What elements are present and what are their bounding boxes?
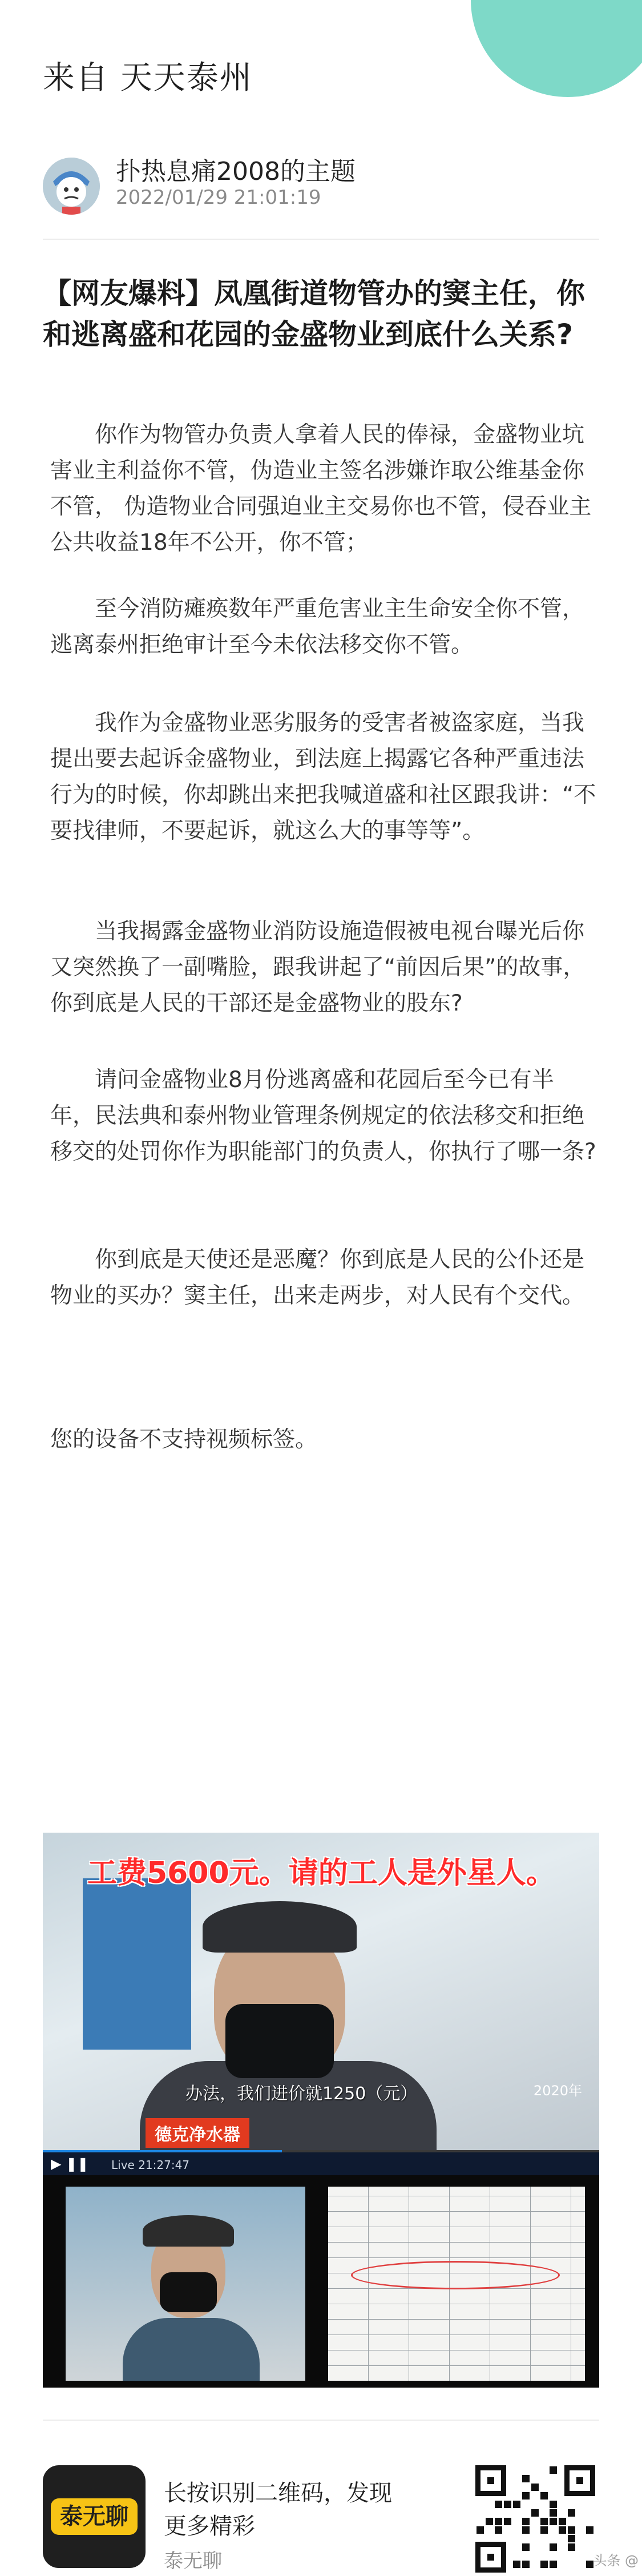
- post-title: 【网友爆料】凤凰街道物管办的窦主任，你和逃离盛和花园的金盛物业到底什么关系?: [43, 277, 585, 351]
- qr-finder: [475, 2542, 506, 2573]
- face-mask: [225, 2004, 334, 2078]
- video-unsupported-notice: 您的设备不支持视频标签。: [50, 1427, 318, 1452]
- divider: [43, 2420, 599, 2421]
- paragraph: 我作为金盛物业恶劣服务的受害者被盗家庭，当我提出要去起诉金盛物业，到法庭上揭露它各种严重违法行为的时候，你却跳出来把我喊道盛和社区跟我讲：“不要找律师，不要起诉，就这么大的事等等”。: [50, 710, 596, 844]
- qr-module: [522, 2526, 530, 2534]
- qr-module: [540, 2561, 548, 2568]
- qr-module: [540, 2492, 548, 2499]
- qr-module: [586, 2561, 593, 2568]
- video-caption: 工费5600元。请的工人是外星人。: [87, 1856, 556, 1890]
- qr-module: [522, 2518, 530, 2525]
- highlight-ring: [351, 2261, 560, 2289]
- qr-module: [477, 2526, 484, 2534]
- expense-sheet: [328, 2187, 585, 2381]
- video-time: Live 21:27:47: [111, 2158, 190, 2172]
- qr-module: [559, 2526, 566, 2534]
- qr-module: [513, 2561, 520, 2568]
- paragraph: 当我揭露金盛物业消防设施造假被电视台曝光后你又突然换了一副嘴脸，跟我讲起了“前因后果”的故事，你到底是人民的干部还是金盛物业的股东?: [50, 919, 586, 1016]
- paragraph: 请问金盛物业8月份逃离盛和花园后至今已有半年，民法典和泰州物业管理条例规定的依法移交和拒绝移交的处罚你作为职能部门的负责人，你执行了哪一条?: [50, 1067, 596, 1165]
- video-subtitle: 办法，我们进价就1250（元）: [185, 2084, 418, 2104]
- video-watermark: 2020年: [533, 2083, 582, 2099]
- video-frame-bottom: [43, 2175, 599, 2388]
- qr-module: [568, 2543, 575, 2551]
- person-cap: [203, 1901, 357, 1953]
- inset-person-cap: [143, 2215, 234, 2247]
- qr-module: [522, 2492, 530, 2499]
- inset-frame: [66, 2187, 305, 2381]
- qr-module: [522, 2561, 530, 2568]
- decorative-circle: [471, 0, 642, 97]
- brand-label: 德克净水器: [146, 2118, 249, 2148]
- qr-module: [495, 2501, 502, 2508]
- qr-module: [540, 2526, 548, 2534]
- qr-module: [550, 2543, 557, 2551]
- video-frame-top: [43, 1833, 599, 2152]
- qr-module: [504, 2501, 511, 2508]
- qr-module: [504, 2518, 511, 2525]
- cartoon-avatar-icon[interactable]: [43, 158, 100, 215]
- qr-module: [531, 2484, 539, 2491]
- app-logo-text: 泰无聊: [51, 2498, 138, 2535]
- app-logo: [43, 2465, 146, 2568]
- qr-module: [586, 2526, 593, 2534]
- author-row[interactable]: [43, 150, 602, 224]
- page-title: 来自 天天泰州: [43, 59, 253, 96]
- paragraph: 至今消防瘫痪数年严重危害业主生命安全你不管，逃离泰州拒绝审计至今未依法移交你不管。: [50, 596, 585, 658]
- qr-module: [486, 2518, 493, 2525]
- qr-module: [550, 2561, 557, 2568]
- qr-module: [531, 2509, 539, 2517]
- qr-module: [495, 2518, 502, 2525]
- account-name: 泰无聊: [164, 2550, 222, 2573]
- qr-module: [568, 2535, 575, 2542]
- qr-module: [568, 2526, 575, 2534]
- qr-code-icon[interactable]: [472, 2462, 599, 2576]
- post-timestamp: 2022/01/29 21:01:19: [116, 186, 321, 209]
- video-still-image[interactable]: [43, 1833, 599, 2388]
- background-window: [83, 1878, 191, 2050]
- video-controls[interactable]: [43, 2152, 599, 2175]
- paragraph: 你作为物管办负责人拿着人民的俸禄，金盛物业坑害业主利益你不管，伪造业主签名涉嫌诈取公维基金你不管， 伪造物业合同强迫业主交易你也不管，侵吞业主公共收益18年不公开，你不管；: [50, 422, 592, 556]
- qr-module: [550, 2509, 557, 2517]
- divider: [43, 239, 599, 240]
- inset-person-body: [123, 2318, 260, 2381]
- play-icon[interactable]: ▶ ❚❚: [51, 2156, 89, 2172]
- qr-module: [559, 2518, 566, 2525]
- inset-face-mask: [160, 2272, 217, 2312]
- qr-module: [550, 2518, 557, 2525]
- paragraph: 你到底是天使还是恶魔？你到底是人民的公仆还是物业的买办？窦主任，出来走两步，对人民有个交代。: [50, 1247, 585, 1309]
- qr-module: [540, 2518, 548, 2525]
- qr-module: [522, 2543, 530, 2551]
- qr-prompt: 长按识别二维码，发现更多精彩: [164, 2480, 392, 2539]
- qr-module: [568, 2509, 575, 2517]
- corner-watermark: 头条 @: [593, 2553, 639, 2569]
- qr-module: [550, 2466, 557, 2474]
- qr-finder: [475, 2465, 506, 2496]
- qr-finder: [564, 2465, 595, 2496]
- qr-module: [550, 2501, 557, 2508]
- author-name[interactable]: 扑热息痛2008的主题: [116, 157, 356, 186]
- qr-module: [522, 2475, 530, 2482]
- qr-module: [513, 2501, 520, 2508]
- qr-promo-card[interactable]: [43, 2449, 599, 2576]
- qr-module: [495, 2526, 502, 2534]
